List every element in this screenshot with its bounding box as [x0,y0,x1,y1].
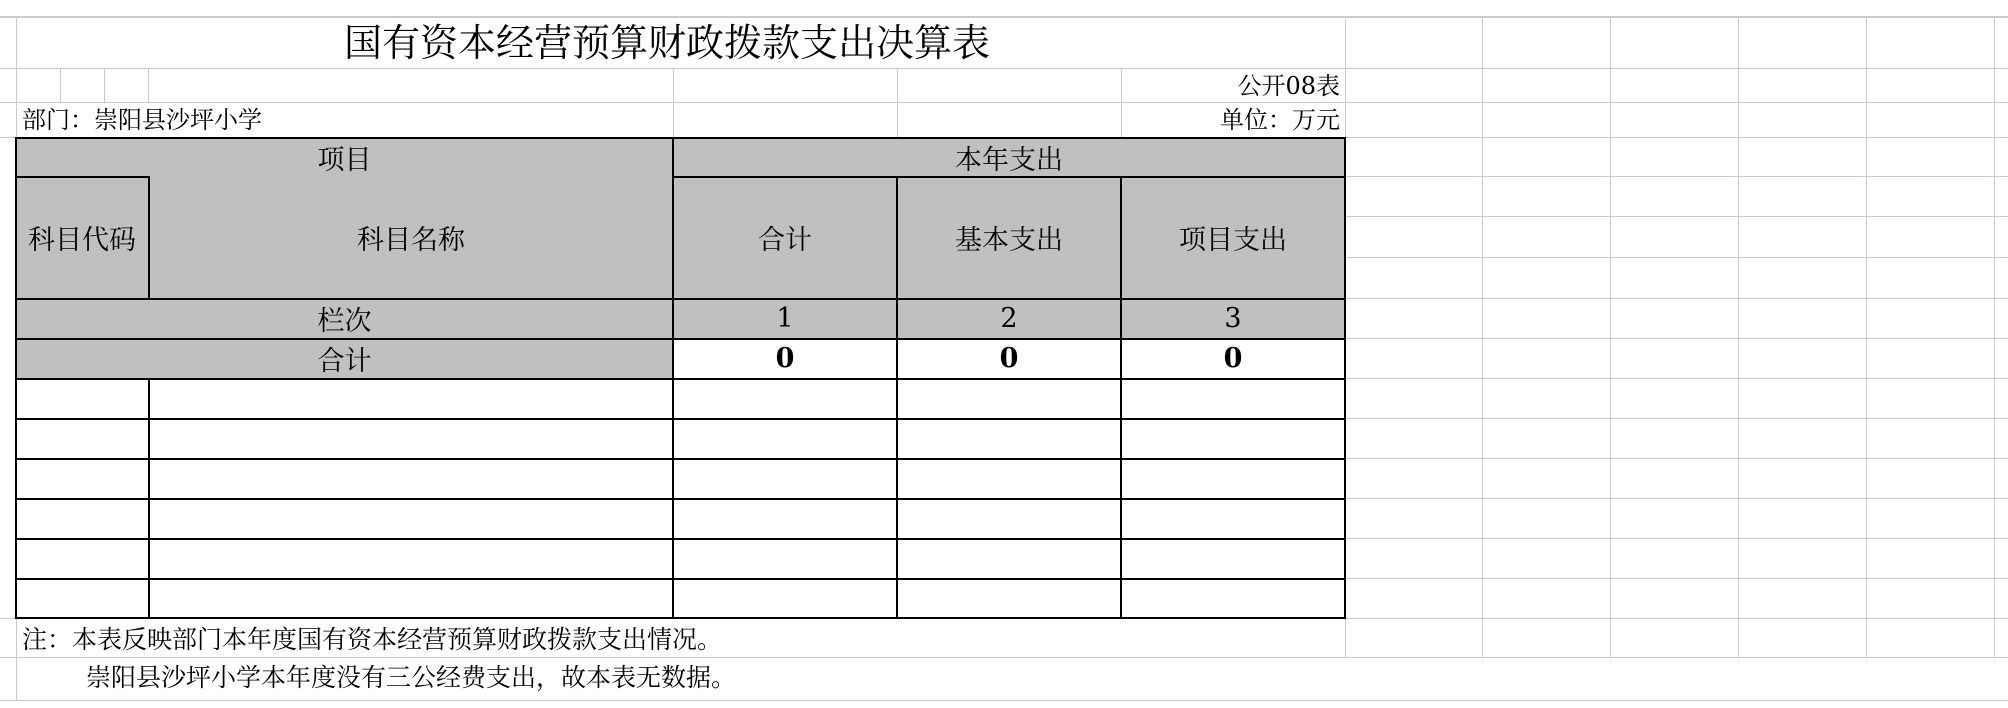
table-id-label: 公开08表 [1237,72,1340,100]
header-project: 项目 [317,144,372,176]
column-number-3: 3 [1224,303,1242,334]
header-total: 合计 [758,225,812,256]
note-line-1: 注：本表反映部门本年度国有资本经营预算财政拨款支出情况。 [22,625,723,654]
department-label: 部门：崇阳县沙坪小学 [22,106,262,134]
total-value-total: 0 [775,343,795,374]
page-title: 国有资本经营预算财政拨款支出决算表 [344,21,991,65]
column-number-2: 2 [1000,303,1018,334]
header-subject-code: 科目代码 [28,225,136,256]
header-basic-expense: 基本支出 [955,225,1063,256]
total-value-project: 0 [1223,343,1243,374]
header-subject-name: 科目名称 [357,225,465,256]
column-order-label: 栏次 [317,306,372,337]
header-project-expense: 项目支出 [1179,225,1287,256]
unit-label: 单位：万元 [1220,106,1340,134]
column-number-1: 1 [776,303,794,334]
header-current-year-expense: 本年支出 [955,144,1063,176]
note-line-2: 崇阳县沙坪小学本年度没有三公经费支出，故本表无数据。 [86,663,737,692]
total-value-basic: 0 [999,343,1019,374]
total-row-label: 合计 [317,346,372,377]
